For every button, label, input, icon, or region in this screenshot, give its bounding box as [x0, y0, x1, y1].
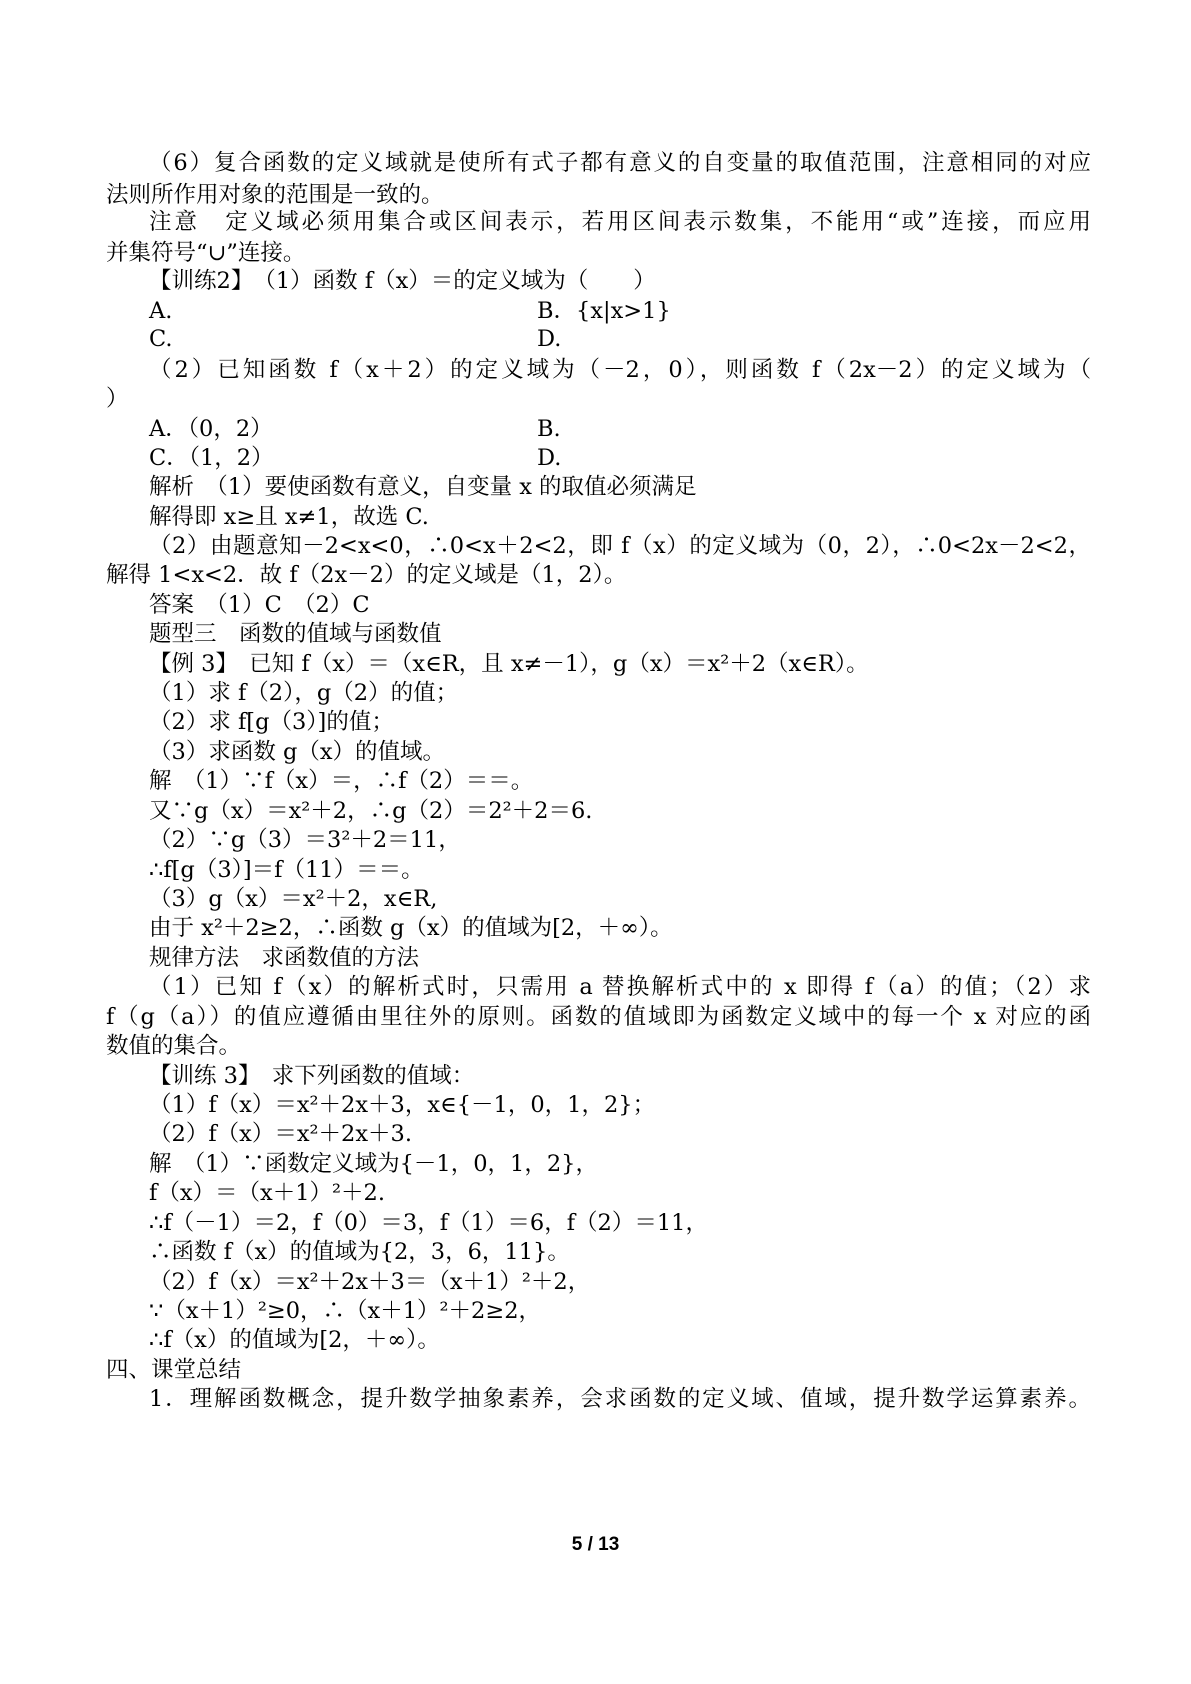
text-line: 法则所作用对象的范围是一致的。 — [106, 182, 444, 208]
option-d: D. — [537, 445, 562, 471]
text-line: 解 （1）∵函数定义域为{－1，0，1，2}， — [149, 1151, 598, 1177]
text-line: 解得即 x≥且 x≠1，故选 C. — [149, 504, 429, 530]
text-line: （2）已知函数 f（x＋2）的定义域为（－2，0），则函数 f（2x－2）的定义域为（ — [149, 357, 1091, 383]
text-line: （6）复合函数的定义域就是使所有式子都有意义的自变量的取值范围，注意相同的对应 — [149, 150, 1091, 176]
text-line: 注意 定义域必须用集合或区间表示，若用区间表示数集，不能用“或”连接，而应用 — [149, 209, 1091, 235]
text-line: ∴f（x）的值域为[2，＋∞）。 — [149, 1327, 440, 1353]
section-heading: 题型三 函数的值域与函数值 — [149, 621, 442, 647]
option-b: B. — [537, 416, 561, 442]
text-line: ∴f（－1）＝2，f（0）＝3，f（1）＝6，f（2）＝11， — [149, 1210, 708, 1236]
text-line: （1）f（x）＝x²＋2x＋3，x∈{－1，0，1，2}； — [149, 1092, 656, 1118]
text-line: ∵（x＋1）²≥0，∴（x＋1）²＋2≥2， — [149, 1298, 542, 1324]
section-heading: 四、课堂总结 — [106, 1357, 242, 1383]
text-line: （2）f（x）＝x²＋2x＋3＝（x＋1）²＋2， — [149, 1269, 591, 1295]
text-line: ∴函数 f（x）的值域为{2，3，6，11}。 — [149, 1239, 570, 1265]
text-line: f（x）＝（x＋1）²＋2. — [149, 1180, 386, 1206]
text-line: （3）求函数 g（x）的值域。 — [149, 739, 446, 765]
text-line: （2）由题意知－2<x<0，∴0<x＋2<2，即 f（x）的定义域为（0，2），∴0<2x－2<2， — [149, 533, 1091, 559]
text-line: ） — [106, 386, 129, 412]
option-d: D. — [537, 326, 562, 352]
page-number: 5 / 13 — [571, 1534, 620, 1555]
text-line: 解 （1）∵f（x）＝，∴f（2）＝＝。 — [149, 768, 534, 794]
text-line: （3）g（x）＝x²＋2，x∈R, — [149, 886, 438, 912]
text-line: f（g（a））的值应遵循由里往外的原则。函数的值域即为函数定义域中的每一个 x 对应的函 — [106, 1004, 1091, 1030]
text-line: 1．理解函数概念，提升数学抽象素养，会求函数的定义域、值域，提升数学运算素养。 — [149, 1386, 1091, 1412]
option-a: A．（0，2） — [149, 416, 273, 442]
text-line: 又∵g（x）＝x²＋2，∴g（2）＝2²＋2＝6. — [149, 798, 593, 824]
text-line: ∴f[g（3）]＝f（11）＝＝。 — [149, 857, 424, 883]
option-a: A. — [149, 298, 173, 324]
example-heading: 【例 3】 已知 f（x）＝（x∈R，且 x≠－1），g（x）＝x²＋2（x∈R）。 — [149, 651, 869, 677]
text-line: 并集符号“∪”连接。 — [106, 240, 306, 266]
option-c: C．（1，2） — [149, 445, 274, 471]
exercise-heading: 【训练 3】 求下列函数的值域： — [149, 1063, 475, 1089]
answer-line: 答案 （1）C （2）C — [149, 592, 370, 618]
option-b: B．{x|x>1} — [537, 298, 671, 324]
text-line: 解析 （1）要使函数有意义，自变量 x 的取值必须满足 — [149, 474, 697, 500]
option-c: C. — [149, 326, 173, 352]
section-heading: 规律方法 求函数值的方法 — [149, 945, 420, 971]
text-line: 解得 1<x<2．故 f（2x－2）的定义域是（1，2）。 — [106, 562, 627, 588]
text-line: 由于 x²＋2≥2，∴函数 g（x）的值域为[2，＋∞）。 — [149, 915, 673, 941]
text-line: （1）已知 f（x）的解析式时，只需用 a 替换解析式中的 x 即得 f（a）的值；（2）求 — [149, 974, 1091, 1000]
text-line: （1）求 f（2），g（2）的值； — [149, 680, 459, 706]
text-line: （2）∵g（3）＝3²＋2＝11， — [149, 827, 461, 853]
exercise-heading: 【训练2】 （1）函数 f（x）＝的定义域为（ ） — [149, 268, 656, 294]
text-line: （2）f（x）＝x²＋2x＋3. — [149, 1121, 413, 1147]
text-line: 数值的集合。 — [106, 1033, 242, 1059]
text-line: （2）求 f[g（3）]的值； — [149, 709, 394, 735]
